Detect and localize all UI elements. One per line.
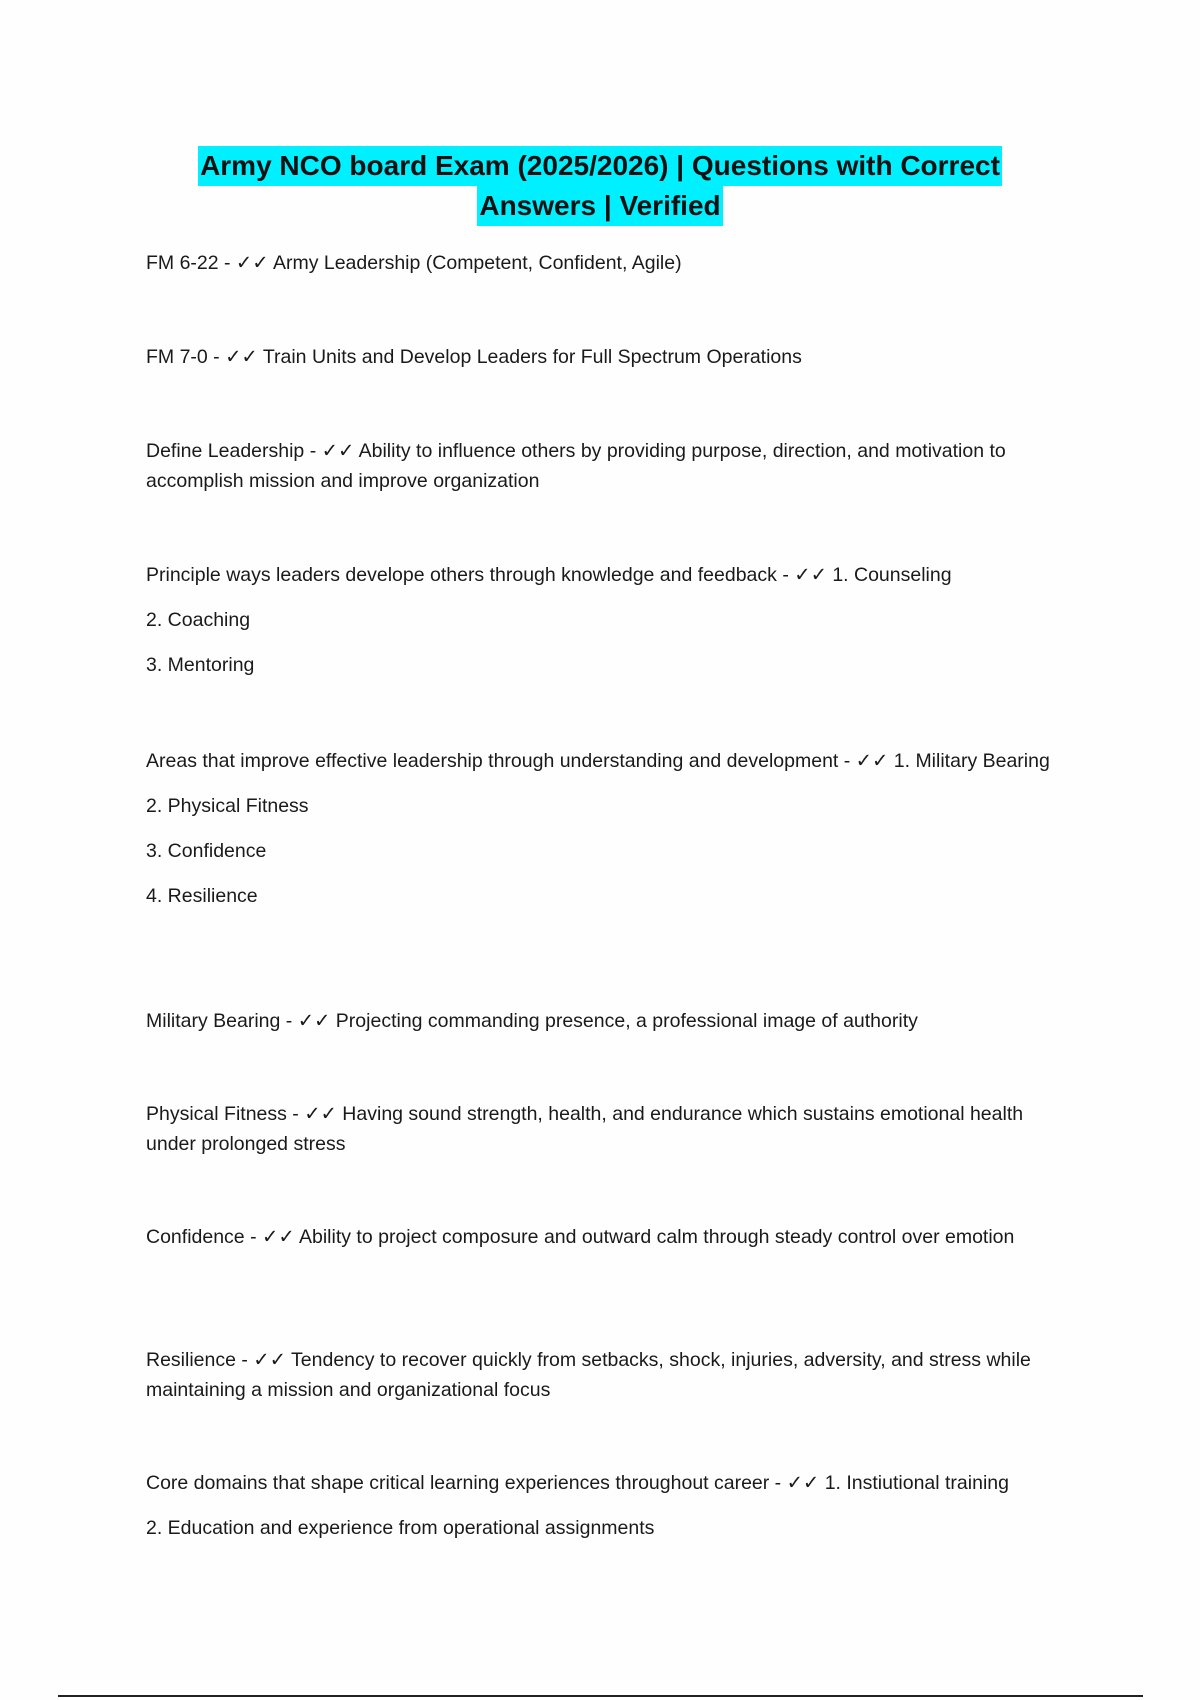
qa-list-item: 2. Coaching [146,609,251,631]
qa-list-item: 4. Resilience [146,885,258,907]
qa-item [146,1468,1066,1543]
qa-item [146,436,1066,496]
qa-item [146,560,1066,680]
qa-list-item: 3. Mentoring [146,654,255,676]
qa-item [146,1099,1066,1159]
qa-list-item: 2. Physical Fitness [146,795,309,817]
qa-item [146,1222,1066,1252]
qa-text: Physical Fitness - ✓✓ Having sound strength, health, and endurance which sustains emotional health under prolonged stress [146,1103,1024,1155]
qa-text: Core domains that shape critical learning experiences throughout career - ✓✓ 1. Instiutional training [146,1472,1009,1494]
qa-text: Principle ways leaders develope others through knowledge and feedback - ✓✓ 1. Counseling [146,564,952,586]
qa-item [146,248,1066,278]
qa-text: Define Leadership - ✓✓ Ability to influence others by providing purpose, direction, and motivation to accomplish mission and improve organization [146,440,1006,492]
qa-item [146,746,1066,911]
qa-item [146,1006,1066,1036]
qa-text: FM 7-0 - ✓✓ Train Units and Develop Leaders for Full Spectrum Operations [146,346,802,368]
qa-text: Military Bearing - ✓✓ Projecting commanding presence, a professional image of authority [146,1010,918,1032]
bottom-divider [58,1695,1143,1697]
qa-list-item: 2. Education and experience from operational assignments [146,1517,655,1539]
qa-list-item: 3. Confidence [146,840,267,862]
document-title [150,146,1050,226]
title-line-2: Answers | Verified [477,186,722,226]
qa-text: FM 6-22 - ✓✓ Army Leadership (Competent, Confident, Agile) [146,252,682,274]
qa-text: Resilience - ✓✓ Tendency to recover quickly from setbacks, shock, injuries, adversity, and stress while maintaining a mission and organizational focus [146,1349,1031,1401]
qa-item [146,1345,1066,1405]
qa-text: Confidence - ✓✓ Ability to project composure and outward calm through steady control over emotion [146,1226,1015,1248]
title-line-1: Army NCO board Exam (2025/2026) | Questions with Correct [198,146,1002,186]
qa-item [146,342,1066,372]
qa-text: Areas that improve effective leadership through understanding and development - ✓✓ 1. Military Bearing [146,750,1050,772]
